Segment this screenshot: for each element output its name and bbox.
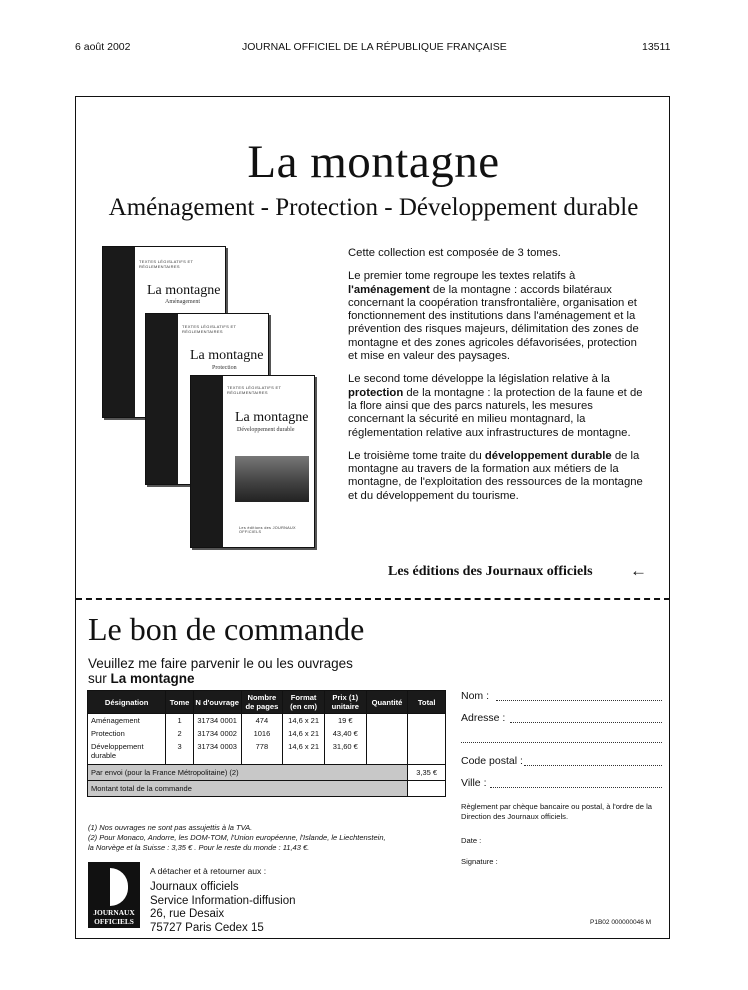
arrow-left-icon: ← xyxy=(630,561,647,580)
column-header: Nombre de pages xyxy=(241,691,283,714)
column-header: Désignation xyxy=(88,691,166,714)
city-field[interactable] xyxy=(490,787,662,788)
book-cover-tome-2: TEXTES LÉGISLATIFS ET RÉGLEMENTAIRES La montagne Protection xyxy=(145,313,269,485)
total-row: Montant total de la commande xyxy=(88,781,446,797)
header-journal: JOURNAL OFFICIEL DE LA RÉPUBLIQUE FRANÇAISE xyxy=(242,41,507,53)
tome-1-description: Le premier tome regroupe les textes relatifs à l'aménagement de la montagne : accords bilatéraux concernant la coopération transfrontalière, organisation et fonctionnement des institutions dans l'aménagement et la prévention des risques majeurs, délimitation des zones de montagne et des zones agricoles défavorisées, protection et mise en valeur des paysages. xyxy=(348,270,639,363)
column-header: Format (en cm) xyxy=(283,691,325,714)
order-form-title: Le bon de commande xyxy=(88,611,365,647)
tome-3-description: Le troisième tome traite du développement durable de la montagne au travers de la formation aux métiers de la montagne, de l'exploitation des ressources de la montagne et du développement du tourisme. xyxy=(348,449,643,502)
column-header: N d'ouvrage xyxy=(193,691,241,714)
column-header: Quantité xyxy=(366,691,408,714)
book-cover-tome-1: TEXTES LÉGISLATIFS ET RÉGLEMENTAIRES La montagne Aménagement xyxy=(102,246,226,418)
shipping-row: Par envoi (pour la France Métropolitaine) (2) 3,35 € xyxy=(88,765,446,781)
date-label: Date : xyxy=(461,836,482,845)
cut-line xyxy=(76,598,670,600)
name-label: Nom : xyxy=(461,690,490,702)
payment-instructions: Règlement par chèque bancaire ou postal, à l'ordre de la Direction des Journaux officiels. xyxy=(461,802,652,821)
total-field[interactable] xyxy=(408,781,446,797)
collection-description xyxy=(348,247,648,513)
table-row: Aménagement 1 31734 0001 474 14,6 x 21 19 € xyxy=(88,714,446,728)
address-label: Adresse : xyxy=(461,712,506,724)
book-cover-tome-3: TEXTES LÉGISLATIFS ET RÉGLEMENTAIRES La montagne Développement durable Les éditions des JOURNAUX OFFICIELS xyxy=(190,375,315,548)
postal-code-field[interactable] xyxy=(524,765,662,766)
quantity-field[interactable] xyxy=(366,727,408,740)
quantity-field[interactable] xyxy=(366,740,408,765)
column-header: Prix (1) unitaire xyxy=(324,691,366,714)
postal-code-label: Code postal : xyxy=(461,755,523,767)
city-label: Ville : xyxy=(461,777,487,789)
detach-instruction: A détacher et à retourner aux : xyxy=(150,866,267,876)
return-address: Journaux officiels Service Information-diffusion 26, rue Desaix 75727 Paris Cedex 15 xyxy=(150,881,296,934)
signature-label: Signature : xyxy=(461,857,498,866)
reference-code: P1B02 000000046 M xyxy=(590,919,652,926)
ad-subtitle: Aménagement - Protection - Développement durable xyxy=(108,194,639,221)
order-request-text: Veuillez me faire parvenir le ou les ouvrages sur La montagne xyxy=(88,656,353,686)
order-table-header xyxy=(88,691,446,714)
quantity-field[interactable] xyxy=(366,714,408,728)
header-date: 6 août 2002 xyxy=(75,41,131,53)
column-header: Tome xyxy=(166,691,193,714)
intro-text: Cette collection est composée de 3 tomes. xyxy=(348,247,561,259)
mountain-photo xyxy=(235,456,309,502)
table-row: Protection 2 31734 0002 1016 14,6 x 21 43,40 € xyxy=(88,727,446,740)
address-field-line-2[interactable] xyxy=(461,742,662,743)
tome-2-description: Le second tome développe la législation relative à la protection de la montagne : la protection de la faune et de la flore ainsi que des parcs naturels, les mesures concernant la sécurité en milieu montagnard, la réglementation relative aux infrastructures de montagne. xyxy=(348,373,643,439)
header-page-number: 13511 xyxy=(642,41,671,53)
name-field[interactable] xyxy=(496,700,662,701)
journaux-officiels-logo: JOURNAUX OFFICIELS xyxy=(88,862,140,928)
address-field[interactable] xyxy=(510,722,662,723)
table-row: Développement durable 3 31734 0003 778 14,6 x 21 31,60 € xyxy=(88,740,446,765)
ad-title: La montagne xyxy=(247,136,500,188)
publisher-line: Les éditions des Journaux officiels xyxy=(388,564,593,579)
column-header: Total xyxy=(408,691,446,714)
footnotes: (1) Nos ouvrages ne sont pas assujettis à la TVA. (2) Pour Monaco, Andorre, les DOM-TOM, l'Union européenne, l'Islande, le Liechtenstein, la Norvège et la Suisse : 3,35 € . Pour le reste du monde : 11,43 €. xyxy=(88,823,386,852)
order-table xyxy=(87,690,446,797)
